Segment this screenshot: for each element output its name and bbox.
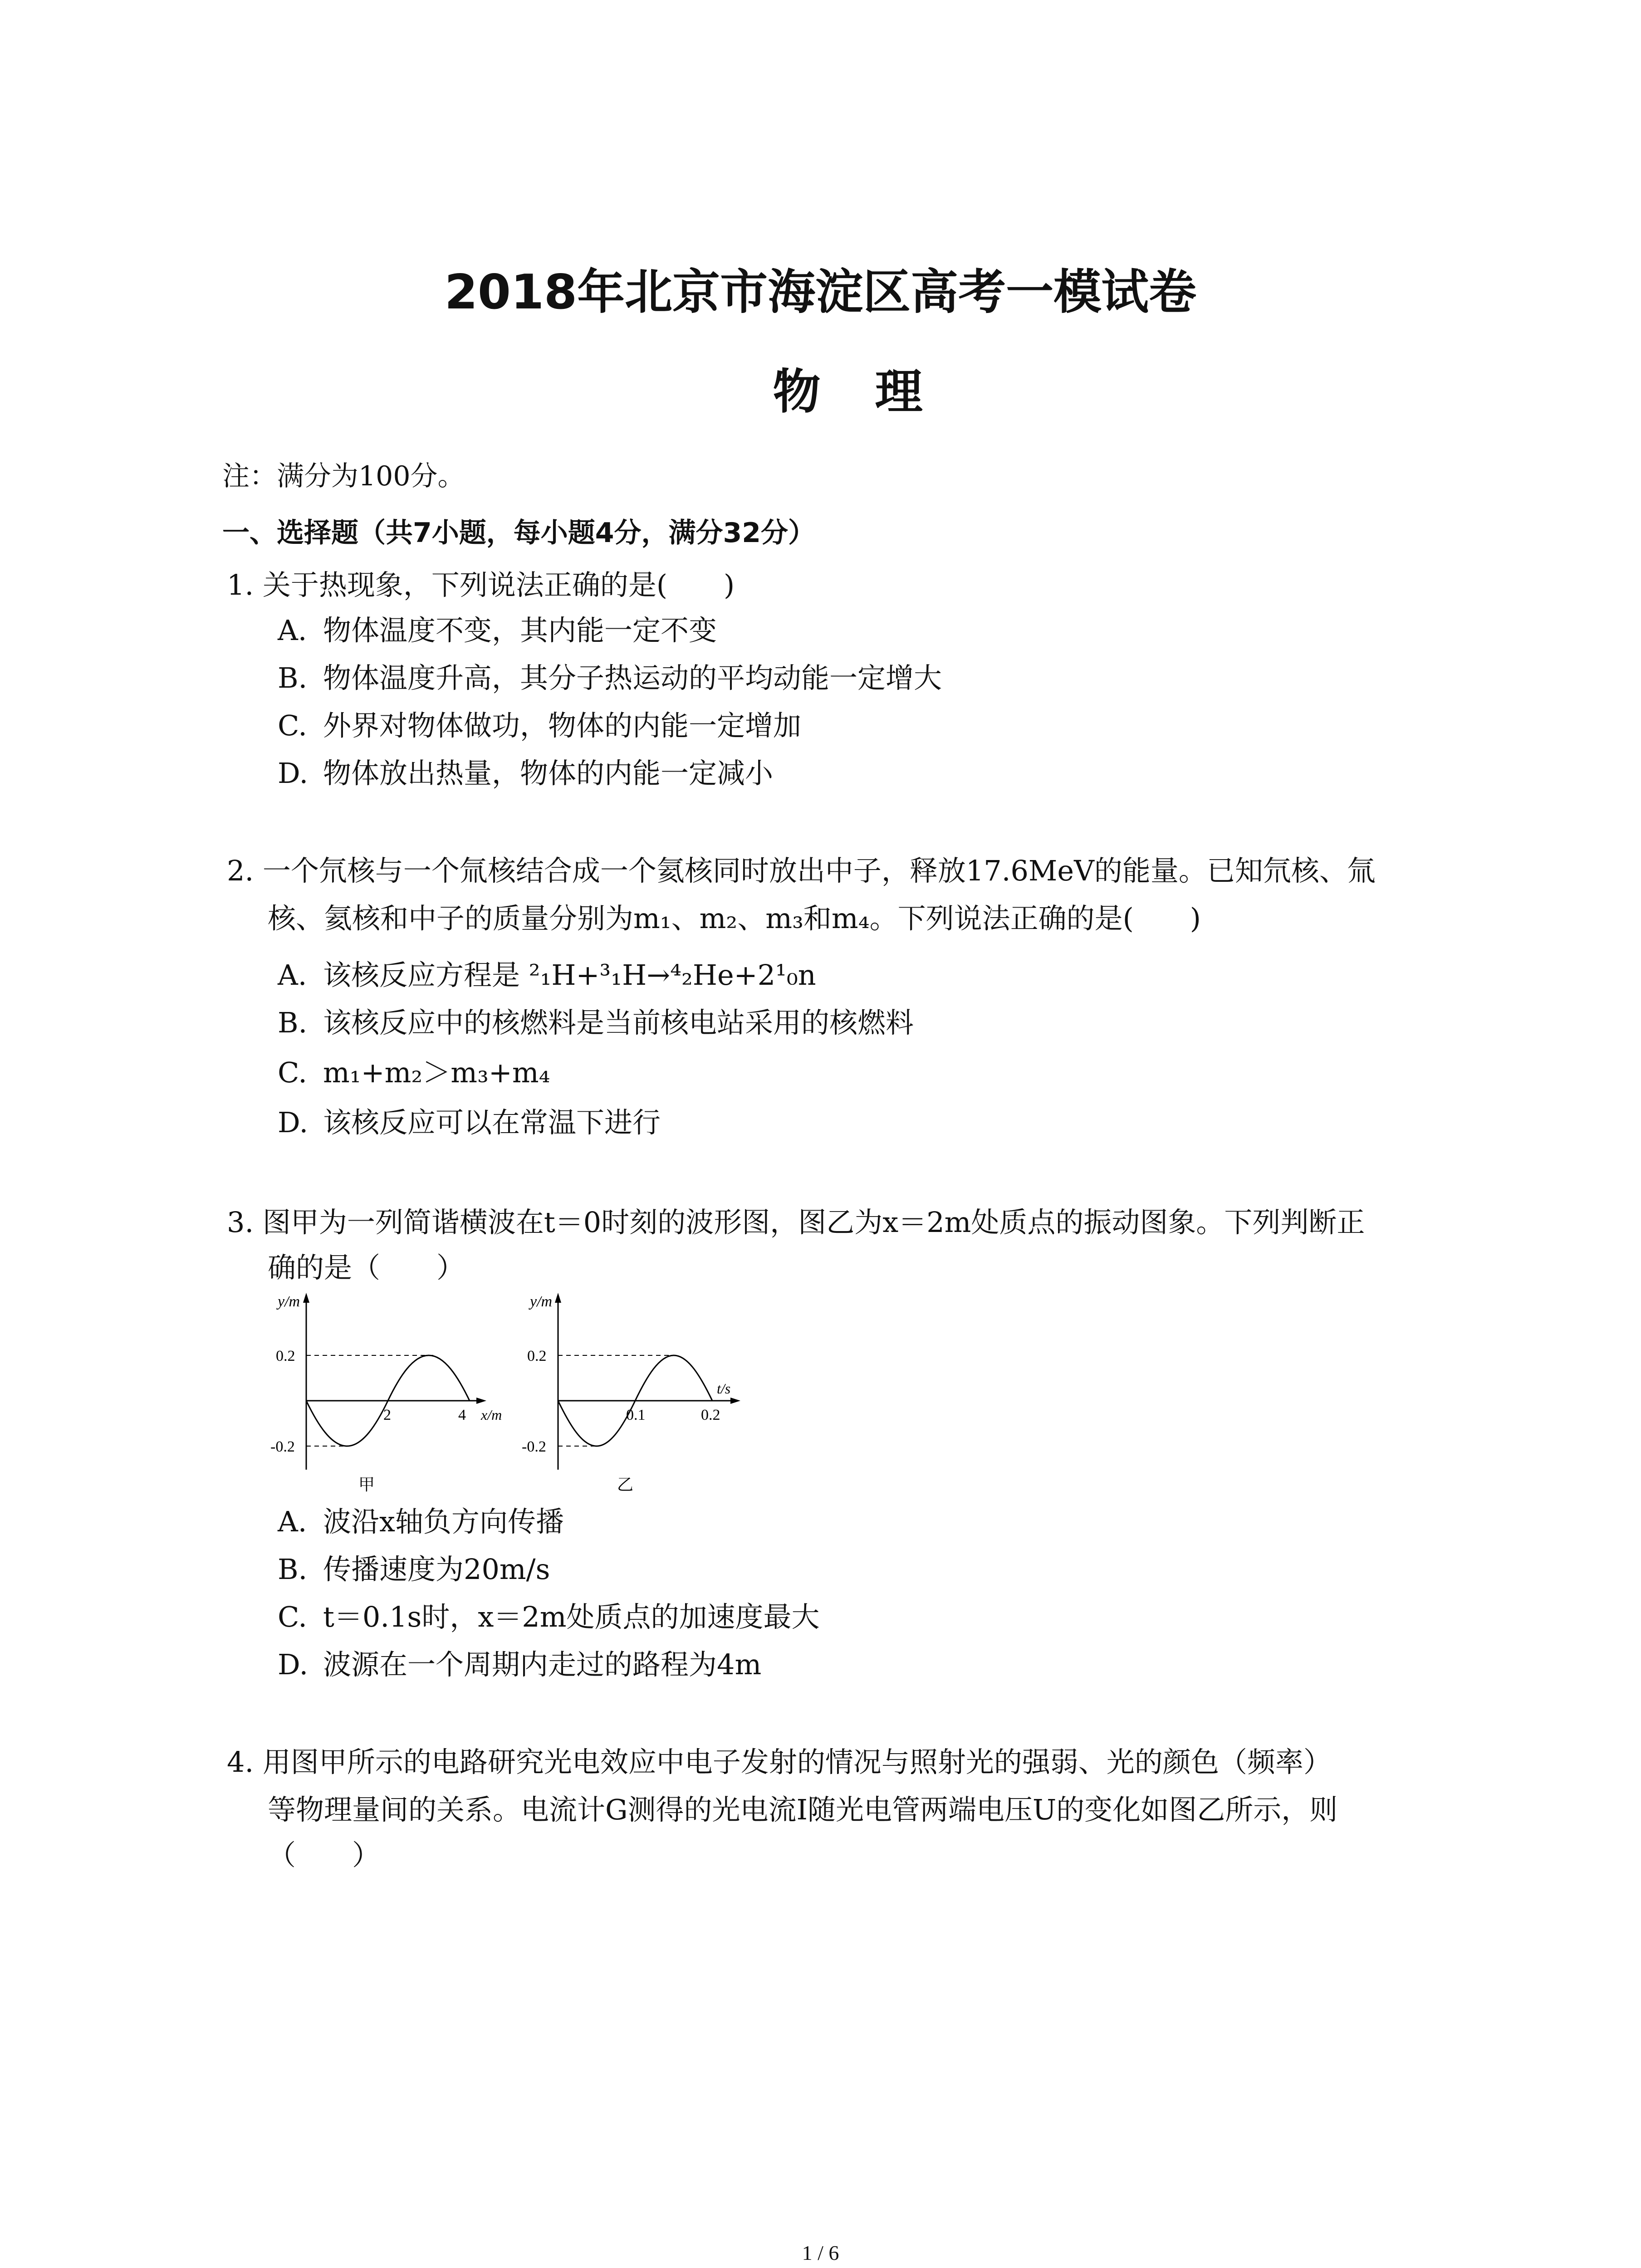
q2-option-d: D. 该核反应可以在常温下进行 — [278, 1106, 661, 1139]
fig-b-ytick-bottom: -0.2 — [522, 1438, 546, 1455]
fig-a-caption: 甲 — [358, 1476, 375, 1494]
page-number: 1 / 6 — [802, 2241, 839, 2264]
wave-graph-b — [522, 1293, 740, 1494]
fig-a-ytick-bottom: -0.2 — [270, 1438, 295, 1455]
q3-option-a: A. 波沿x轴负方向传播 — [278, 1505, 564, 1538]
fig-b-xlabel: t/s — [717, 1380, 731, 1397]
fig-a-xtick-2: 4 — [458, 1407, 466, 1423]
q1-option-d: D. 物体放出热量，物体的内能一定减小 — [278, 757, 774, 790]
q1-option-c: C. 外界对物体做功，物体的内能一定增加 — [278, 709, 802, 742]
question-4-stem-line2: 等物理量间的关系。电流计G测得的光电流I随光电管两端电压U的变化如图乙所示，则 — [268, 1793, 1338, 1826]
q2-option-c: C. m₁+m₂＞m₃+m₄ — [278, 1056, 550, 1089]
q3-option-c: C. t＝0.1s时，x＝2m处质点的加速度最大 — [278, 1600, 820, 1633]
fig-b-ytick-top: 0.2 — [527, 1348, 547, 1364]
fig-b-caption: 乙 — [617, 1476, 634, 1494]
question-2-stem-line2: 核、氦核和中子的质量分别为m₁、m₂、m₃和m₄。下列说法正确的是( ) — [268, 902, 1201, 935]
fig-a-ytick-top: 0.2 — [276, 1348, 295, 1364]
q3-option-b: B. 传播速度为20m/s — [278, 1553, 550, 1586]
fig-b-xtick-1: 0.1 — [626, 1407, 646, 1423]
fig-a-xlabel: x/m — [481, 1407, 502, 1423]
document-title: 2018年北京市海淀区高考一模试卷 — [444, 264, 1197, 320]
question-4-stem-line1: 4. 用图甲所示的电路研究光电效应中电子发射的情况与照射光的强弱、光的颜色（频率） — [227, 1745, 1332, 1779]
fig-a-xtick-1: 2 — [383, 1407, 391, 1423]
question-2-stem-line1: 2. 一个氘核与一个氚核结合成一个氦核同时放出中子，释放17.6MeV的能量。已知氘核、氚 — [227, 854, 1376, 887]
wave-figures — [268, 1288, 767, 1499]
q1-option-a: A. 物体温度不变，其内能一定不变 — [278, 614, 717, 647]
question-3-stem-line2: 确的是（ ） — [268, 1251, 465, 1284]
fig-b-ylabel: y/m — [530, 1293, 553, 1310]
section-heading: 一、选择题（共7小题，每小题4分，满分32分） — [222, 517, 815, 549]
fig-b-xtick-2: 0.2 — [701, 1407, 720, 1423]
question-4-stem-line3: （ ） — [268, 1838, 381, 1872]
fig-a-ylabel: y/m — [278, 1293, 300, 1310]
wave-graph-a — [270, 1293, 502, 1494]
q1-option-b: B. 物体温度升高，其分子热运动的平均动能一定增大 — [278, 661, 942, 694]
question-1-stem: 1. 关于热现象，下列说法正确的是( ) — [227, 568, 735, 601]
q2-option-a: A. 该核反应方程是 ²₁H+³₁H→⁴₂He+2¹₀n — [278, 958, 816, 992]
score-note: 注：满分为100分。 — [222, 460, 465, 492]
subject-title: 物理 — [773, 364, 977, 420]
q3-option-d: D. 波源在一个周期内走过的路程为4m — [278, 1648, 762, 1681]
q2-option-b: B. 该核反应中的核燃料是当前核电站采用的核燃料 — [278, 1006, 914, 1039]
question-3-stem-line1: 3. 图甲为一列简谐横波在t＝0时刻的波形图，图乙为x＝2m处质点的振动图象。下列判断正 — [227, 1206, 1365, 1239]
